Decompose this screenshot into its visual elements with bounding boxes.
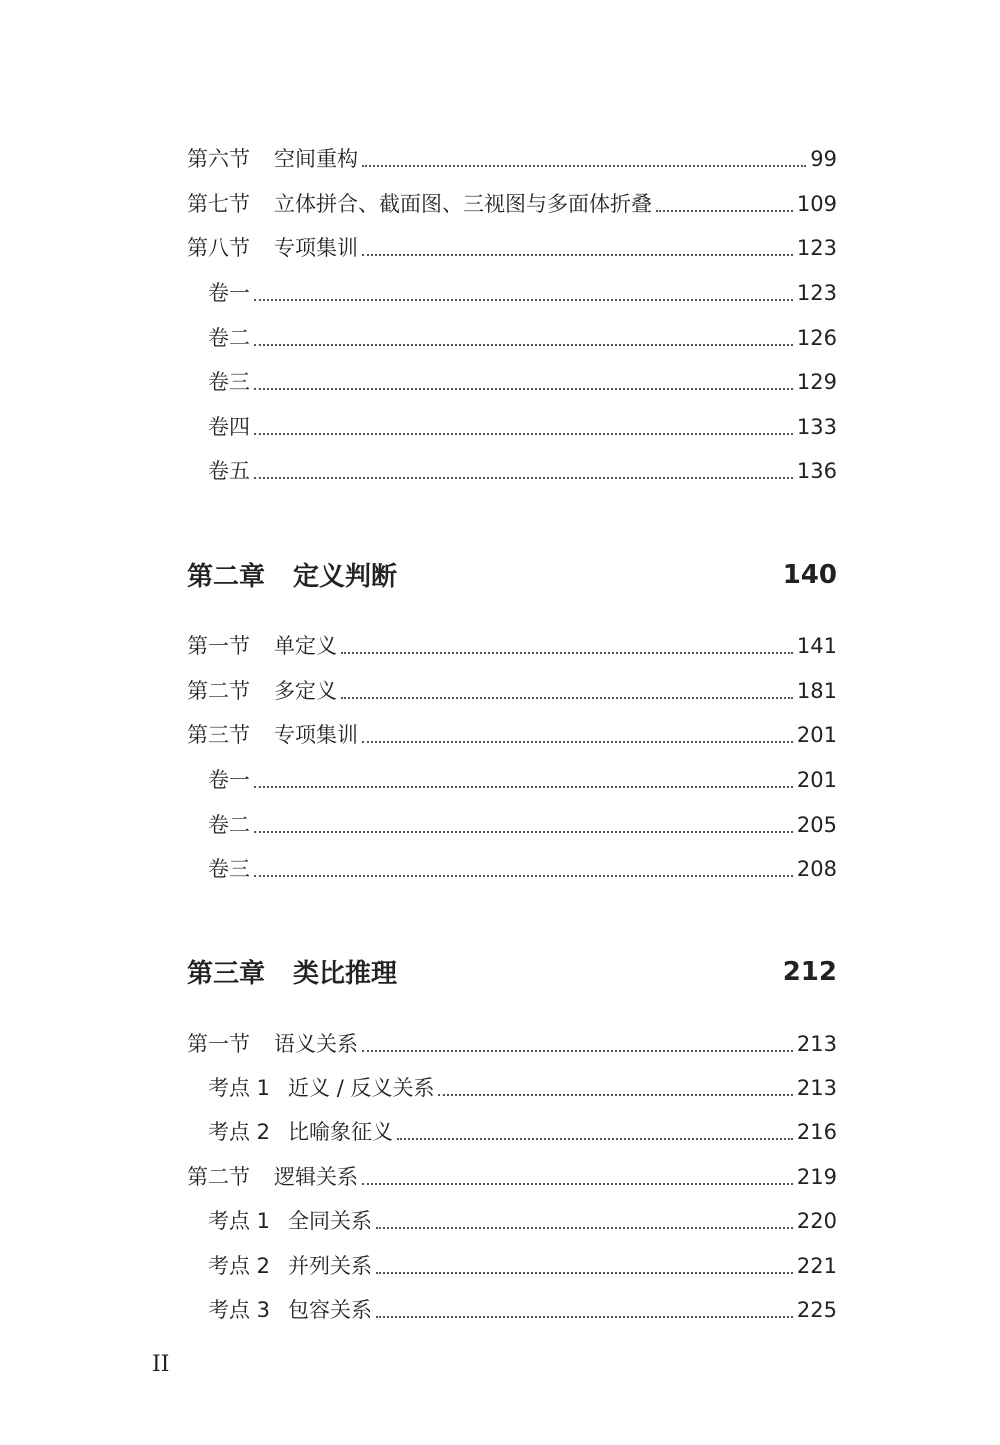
dot-leader (254, 297, 793, 301)
page-number: 208 (796, 857, 837, 881)
toc-subentry[interactable] (208, 1252, 837, 1280)
page-number: 216 (796, 1120, 837, 1144)
entry-title: 卷三 (208, 857, 250, 881)
entry-title: 专项集训 (274, 236, 358, 260)
entry-title: 逻辑关系 (274, 1165, 358, 1189)
toc-subentry[interactable] (208, 457, 837, 485)
dot-leader (254, 431, 793, 435)
dot-leader (362, 1181, 793, 1185)
entry-title: 比喻象征义 (288, 1120, 394, 1144)
dot-leader (362, 252, 793, 256)
dot-leader (362, 1048, 793, 1052)
toc-entry[interactable] (187, 677, 837, 705)
toc-subentry[interactable] (208, 811, 837, 839)
page-number: 141 (796, 634, 837, 658)
entry-title: 卷四 (208, 415, 250, 439)
dot-leader (254, 475, 793, 479)
page-number: 213 (796, 1032, 837, 1056)
page-number: 220 (796, 1209, 837, 1233)
page-number: 201 (796, 768, 837, 792)
chapter-heading[interactable] (187, 953, 837, 990)
dot-leader (254, 784, 793, 788)
entry-title: 多定义 (274, 679, 337, 703)
topic-number: 考点 2 (208, 1120, 271, 1144)
toc-subentry[interactable] (208, 1207, 837, 1235)
entry-title: 并列关系 (288, 1254, 373, 1278)
dot-leader (376, 1314, 793, 1318)
dot-leader (656, 208, 793, 212)
dot-leader (254, 873, 793, 877)
entry-title: 立体拼合、截面图、三视图与多面体折叠 (274, 192, 652, 216)
chapter-label: 第三章 (187, 959, 266, 989)
chapter-page-number: 140 (782, 559, 837, 590)
section-number: 第八节 (187, 236, 250, 260)
entry-title: 卷二 (208, 813, 250, 837)
toc-entry[interactable] (187, 721, 837, 749)
page-number: 205 (796, 813, 837, 837)
dot-leader (376, 1225, 793, 1229)
folio-page-number: II (152, 1352, 170, 1377)
entry-title: 卷三 (208, 370, 250, 394)
dot-leader (397, 1136, 793, 1140)
toc-subentry[interactable] (208, 1296, 837, 1324)
entry-title: 单定义 (274, 634, 337, 658)
section-number: 第七节 (187, 192, 250, 216)
toc-subentry[interactable] (208, 279, 837, 307)
dot-leader (438, 1092, 792, 1096)
page-number: 133 (796, 415, 837, 439)
dot-leader (362, 739, 793, 743)
toc-subentry[interactable] (208, 1074, 837, 1102)
chapter-heading[interactable] (187, 556, 837, 593)
topic-number: 考点 3 (208, 1298, 271, 1322)
dot-leader (254, 829, 793, 833)
chapter-title: 定义判断 (293, 562, 398, 592)
dot-leader (376, 1270, 793, 1274)
toc-subentry[interactable] (208, 413, 837, 441)
page-number: 126 (796, 326, 837, 350)
page-number: 181 (796, 679, 837, 703)
topic-number: 考点 1 (208, 1209, 271, 1233)
dot-leader (362, 163, 806, 167)
dot-leader (341, 650, 793, 654)
dot-leader (254, 386, 793, 390)
chapter-title: 类比推理 (293, 959, 398, 989)
page-number: 99 (810, 147, 837, 171)
toc-entry[interactable] (187, 1163, 837, 1191)
toc-entry[interactable] (187, 632, 837, 660)
section-number: 第一节 (187, 1032, 250, 1056)
section-number: 第二节 (187, 679, 250, 703)
entry-title: 全同关系 (288, 1209, 373, 1233)
page-number: 201 (796, 723, 837, 747)
entry-title: 专项集训 (274, 723, 358, 747)
toc-subentry[interactable] (208, 766, 837, 794)
entry-title: 卷一 (208, 768, 250, 792)
page-number: 129 (796, 370, 837, 394)
entry-title: 包容关系 (288, 1298, 373, 1322)
entry-title: 卷五 (208, 459, 250, 483)
page-number: 219 (796, 1165, 837, 1189)
chapter-label: 第二章 (187, 562, 266, 592)
page-number: 123 (796, 236, 837, 260)
section-number: 第一节 (187, 634, 250, 658)
dot-leader (254, 342, 793, 346)
dot-leader (341, 695, 793, 699)
section-number: 第六节 (187, 147, 250, 171)
page-number: 123 (796, 281, 837, 305)
toc-entry[interactable] (187, 234, 837, 262)
toc-subentry[interactable] (208, 855, 837, 883)
toc-subentry[interactable] (208, 1118, 837, 1146)
topic-number: 考点 2 (208, 1254, 271, 1278)
entry-title: 近义 / 反义关系 (288, 1076, 435, 1100)
toc-entry[interactable] (187, 145, 837, 173)
section-number: 第二节 (187, 1165, 250, 1189)
page-number: 109 (796, 192, 837, 216)
section-number: 第三节 (187, 723, 250, 747)
entry-title: 卷二 (208, 326, 250, 350)
toc-entry[interactable] (187, 190, 837, 218)
entry-title: 空间重构 (274, 147, 358, 171)
entry-title: 卷一 (208, 281, 250, 305)
toc-subentry[interactable] (208, 324, 837, 352)
page-number: 225 (796, 1298, 837, 1322)
entry-title: 语义关系 (274, 1032, 358, 1056)
page-number: 221 (796, 1254, 837, 1278)
topic-number: 考点 1 (208, 1076, 271, 1100)
toc-entry[interactable] (187, 1030, 837, 1058)
page-number: 136 (796, 459, 837, 483)
toc-subentry[interactable] (208, 368, 837, 396)
chapter-page-number: 212 (782, 956, 837, 987)
page-number: 213 (796, 1076, 837, 1100)
